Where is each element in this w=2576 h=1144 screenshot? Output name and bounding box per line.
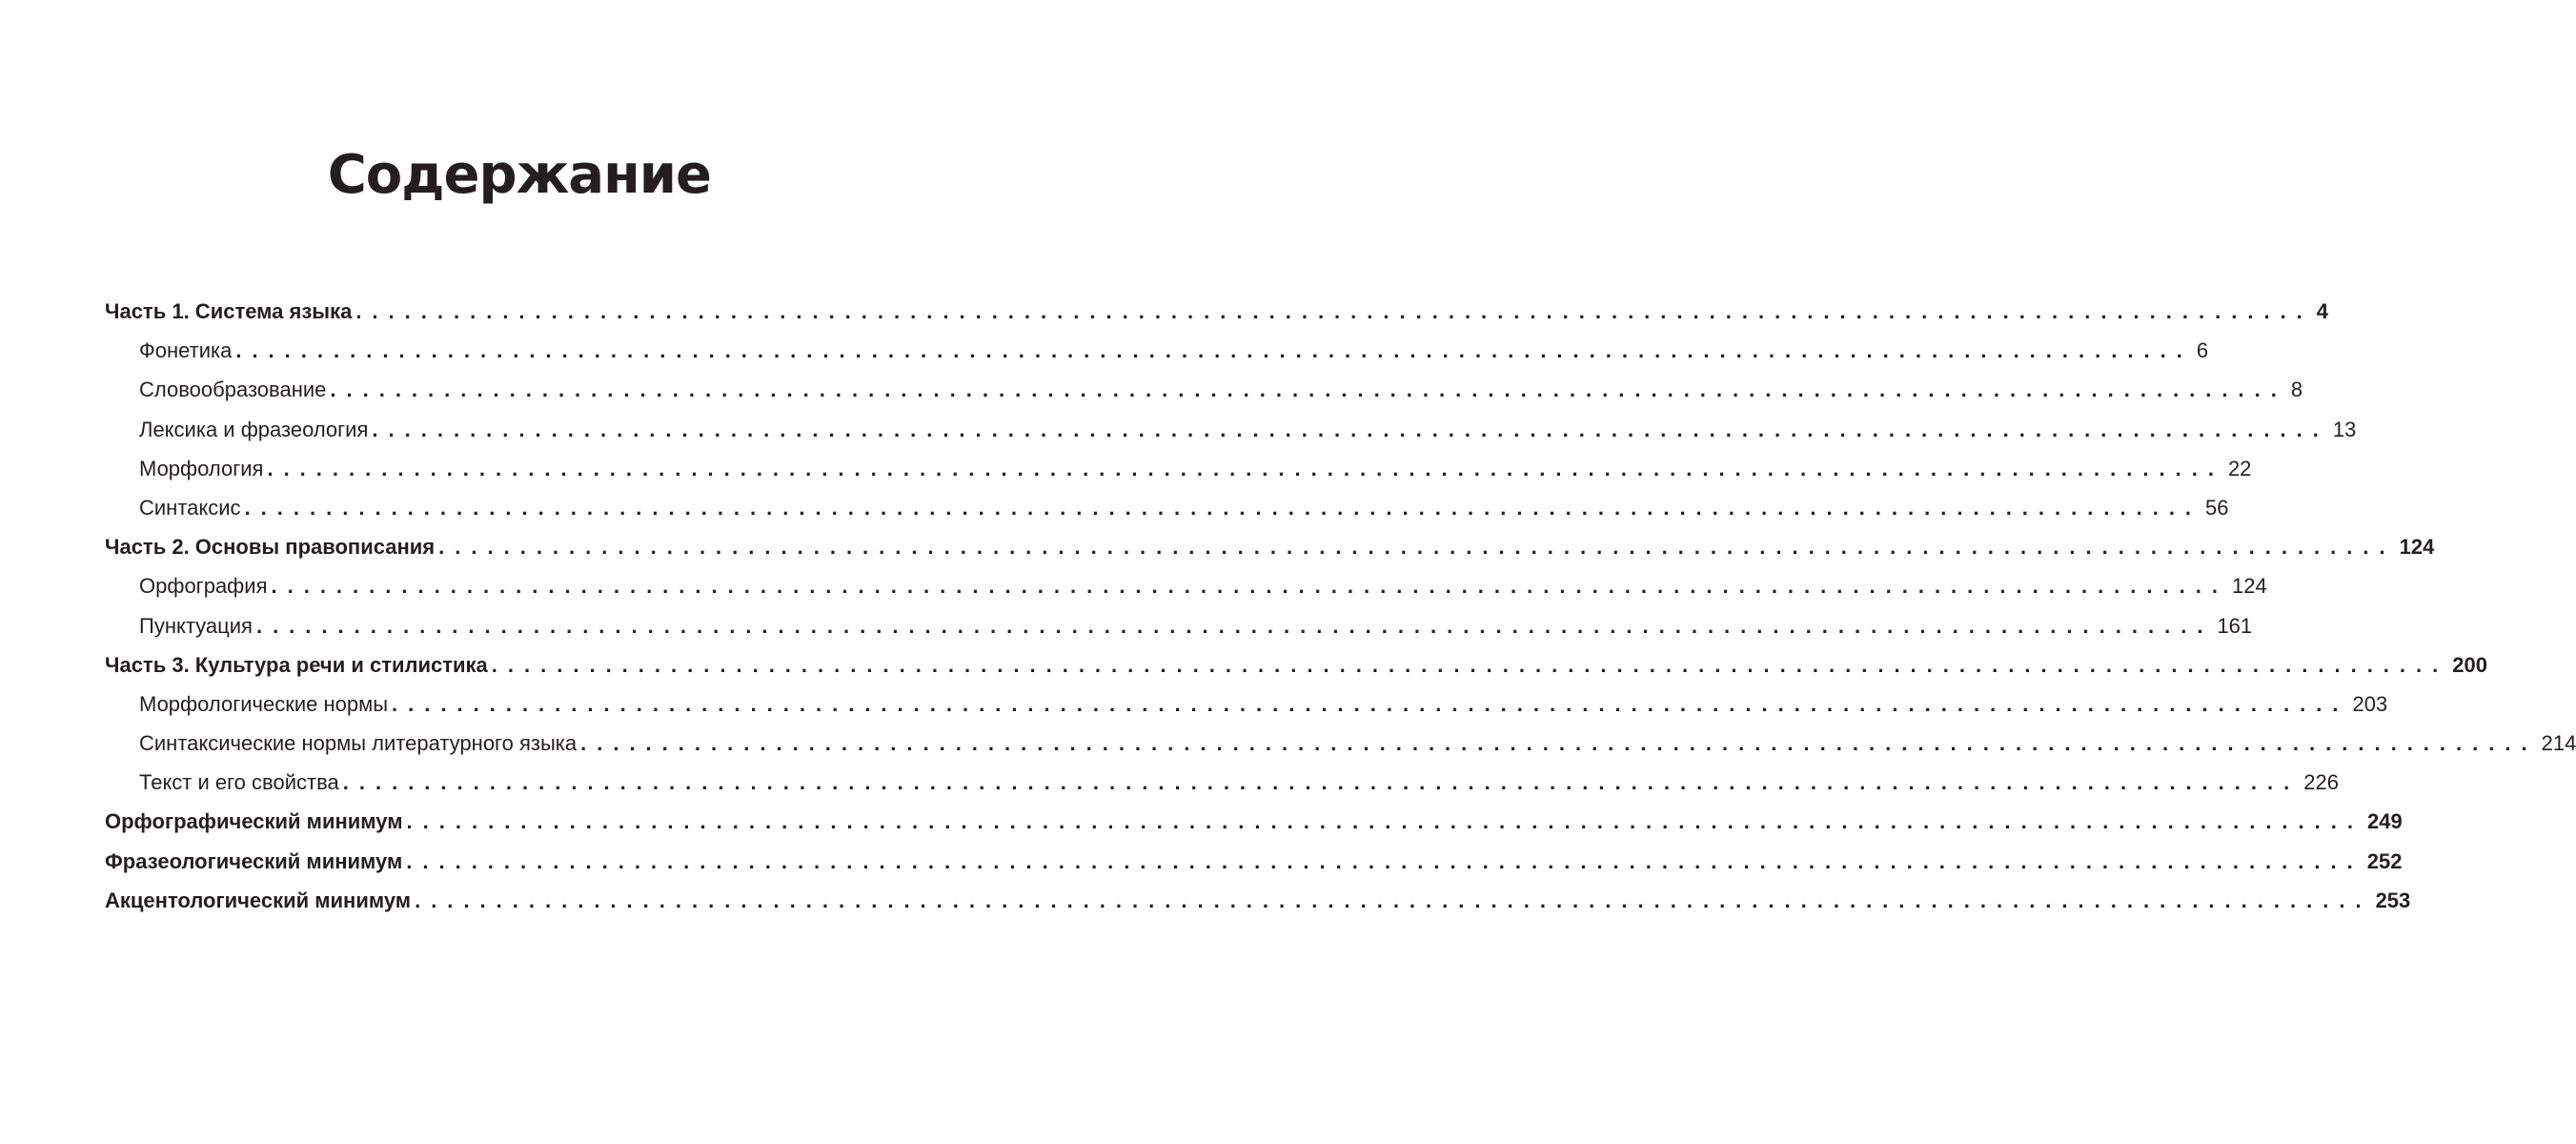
toc-entry-label: Пунктуация — [139, 613, 253, 638]
toc-entry-orthographic-minimum[interactable] — [105, 802, 2403, 841]
toc-entry-label: Словообразование — [139, 378, 327, 402]
toc-entry-page-number: 124 — [2399, 535, 2435, 560]
toc-entry-page-number: 214 — [2541, 731, 2576, 756]
toc-entry-label: Акцентологический минимум — [105, 888, 412, 912]
toc-entry-part-3[interactable] — [105, 645, 2487, 684]
toc-entry-label: Часть 3. Культура речи и стилистика — [105, 652, 488, 677]
toc-entry-orthography[interactable] — [105, 566, 2267, 605]
toc-entry-syntactic-norms[interactable] — [105, 724, 2576, 763]
dot-leader: ........................................................................................................................ — [406, 809, 2363, 834]
toc-entry-page-number: 252 — [2366, 848, 2403, 873]
dot-leader: ........................................................................................................................ — [372, 417, 2329, 441]
dot-leader: ........................................................................................................................ — [355, 299, 2313, 323]
toc-entry-phraseological-minimum[interactable] — [105, 842, 2403, 881]
toc-entry-label: Лексика и фразеология — [139, 417, 369, 441]
toc-entry-label: Морфология — [139, 456, 264, 480]
dot-leader: ........................................................................................................................ — [255, 613, 2214, 638]
toc-entry-page-number: 56 — [2205, 495, 2229, 520]
toc-entry-word-formation[interactable] — [105, 370, 2303, 409]
toc-entry-page-number: 249 — [2367, 809, 2403, 834]
toc-entry-syntax[interactable] — [105, 488, 2229, 527]
toc-entry-page-number: 8 — [2290, 378, 2303, 402]
toc-entry-label: Синтаксис — [139, 495, 241, 520]
toc-entry-page-number: 124 — [2231, 574, 2267, 599]
dot-leader: ........................................................................................................................ — [271, 574, 2228, 599]
toc-entry-page-number: 203 — [2352, 691, 2388, 716]
dot-leader: ........................................................................................................................ — [392, 691, 2349, 716]
dot-leader: ........................................................................................................................ — [438, 535, 2396, 560]
toc-entry-part-1[interactable] — [105, 292, 2329, 331]
toc-entry-label: Морфологические нормы — [139, 691, 389, 716]
toc-entry-morphology[interactable] — [105, 449, 2252, 488]
dot-leader: ........................................................................................................................ — [267, 456, 2224, 480]
dot-leader: ........................................................................................................................ — [491, 652, 2449, 677]
dot-leader: ........................................................................................................................ — [244, 495, 2202, 520]
dot-leader: ........................................................................................................................ — [235, 338, 2193, 363]
toc-entry-part-2[interactable] — [105, 527, 2435, 566]
dot-leader: ........................................................................................................................ — [580, 731, 2538, 756]
page-title: Содержание — [327, 144, 711, 206]
toc-entry-label: Часть 2. Основы правописания — [105, 535, 436, 560]
dot-leader: ........................................................................................................................ — [415, 888, 2372, 912]
toc-entry-accentological-minimum[interactable] — [105, 881, 2411, 920]
toc-entry-page-number: 161 — [2217, 613, 2253, 638]
toc-entry-page-number: 200 — [2452, 652, 2487, 677]
toc-entry-page-number: 22 — [2227, 456, 2252, 480]
toc-entry-label: Фразеологический минимум — [105, 848, 403, 873]
toc-entry-label: Часть 1. Система языка — [105, 299, 353, 323]
toc-entry-morphological-norms[interactable] — [105, 684, 2388, 724]
toc-entry-phonetics[interactable] — [105, 331, 2209, 370]
toc-entry-label: Синтаксические нормы литературного языка — [139, 731, 578, 756]
toc-entry-page-number: 4 — [2316, 299, 2329, 323]
toc-entry-page-number: 13 — [2332, 417, 2357, 441]
toc-entry-page-number: 226 — [2303, 770, 2339, 795]
toc-entry-label: Орфографический минимум — [105, 809, 403, 834]
toc-entry-page-number: 253 — [2375, 888, 2411, 912]
toc-entry-lexicon-phraseology[interactable] — [105, 410, 2357, 449]
toc-entry-punctuation[interactable] — [105, 606, 2253, 645]
dot-leader: ........................................................................................................................ — [330, 378, 2287, 402]
toc-entry-label: Текст и его свойства — [139, 770, 339, 795]
toc-entry-label: Фонетика — [139, 338, 233, 363]
toc-entry-label: Орфография — [139, 574, 268, 599]
toc-entry-text-properties[interactable] — [105, 763, 2339, 802]
toc-entry-page-number: 6 — [2196, 338, 2209, 363]
dot-leader: ........................................................................................................................ — [342, 770, 2301, 795]
table-of-contents — [105, 292, 2576, 920]
dot-leader: ........................................................................................................................ — [406, 848, 2363, 873]
